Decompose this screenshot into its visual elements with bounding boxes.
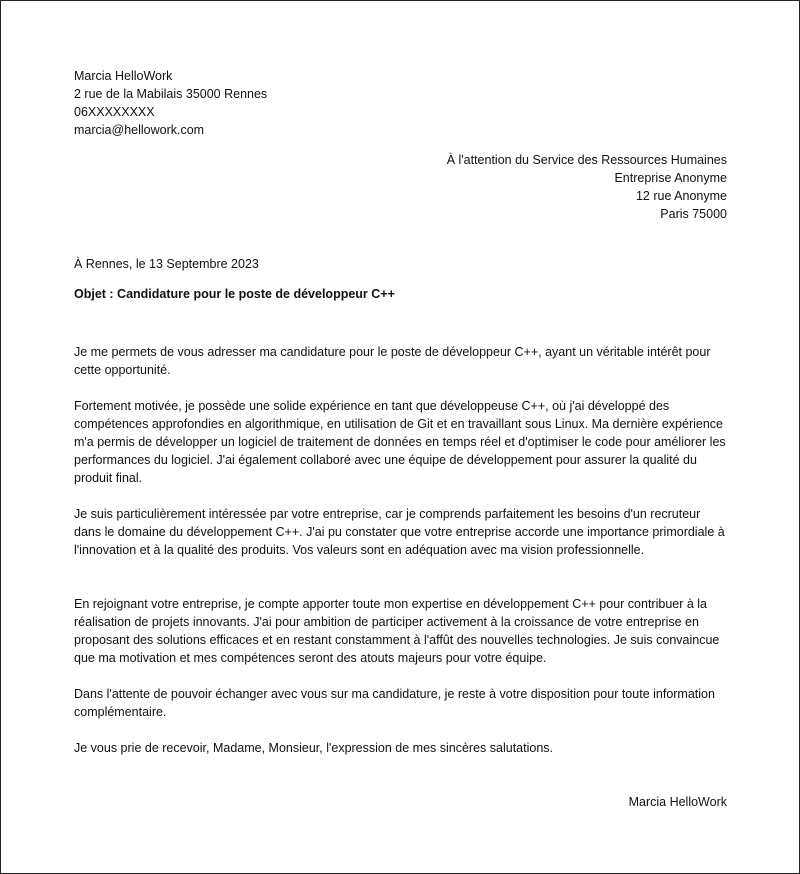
body-paragraph-1: Je me permets de vous adresser ma candidature pour le poste de développeur C++, ayant un véritable intérêt pour cette opportunité. [74,345,711,377]
recipient-block [447,151,727,223]
date-line: À Rennes, le 13 Septembre 2023 [74,257,259,271]
sender-block [74,67,267,139]
sender-phone: 06XXXXXXXX [74,105,155,119]
recipient-city: Paris 75000 [660,207,727,221]
recipient-street: 12 rue Anonyme [635,189,727,203]
recipient-company: Entreprise Anonyme [614,171,727,185]
body-paragraph-2: Fortement motivée, je possède une solide expérience en tant que développeuse C++, où j'ai développé des compétences approfondies en algorithmique, en utilisation de Git et en travaillant sous Linux. Ma dernière expérience m'a permis de développer un logiciel de traitement de données en temps réel et d'optimiser le code pour améliorer les performances du logiciel. J'ai également collaboré avec une équipe de développement pour assurer la qualité du produit final. [74,399,726,485]
sender-name: Marcia HelloWork [74,69,173,83]
closing-paragraph: Je vous prie de recevoir, Madame, Monsieur, l'expression de mes sincères salutations. [74,741,554,755]
signature: Marcia HelloWork [628,795,727,809]
recipient-attention: À l'attention du Service des Ressources Humaines [446,153,727,167]
subject-line: Objet : Candidature pour le poste de développeur C++ [74,287,395,301]
body-paragraph-4: En rejoignant votre entreprise, je compte apporter toute mon expertise en développement C++ pour contribuer à la réalisation de projets innovants. J'ai pour ambition de participer activement à la croissance de votre entreprise en proposant des solutions efficaces et en restant constamment à l'affût des nouvelles technologies. Je suis convaincue que ma motivation et mes compétences seront des atouts majeurs pour votre équipe. [74,597,720,665]
sender-email: marcia@hellowork.com [74,123,205,137]
body-paragraph-5: Dans l'attente de pouvoir échanger avec vous sur ma candidature, je reste à votre disposition pour toute information complémentaire. [74,687,715,719]
sender-address: 2 rue de la Mabilais 35000 Rennes [74,87,268,101]
body-paragraph-3: Je suis particulièrement intéressée par votre entreprise, car je comprends parfaitement les besoins d'un recruteur dans le domaine du développement C++. J'ai pu constater que votre entreprise accorde une importance primordiale à l'innovation et à la qualité des produits. Vos valeurs sont en adéquation avec ma vision professionnelle. [74,507,725,557]
